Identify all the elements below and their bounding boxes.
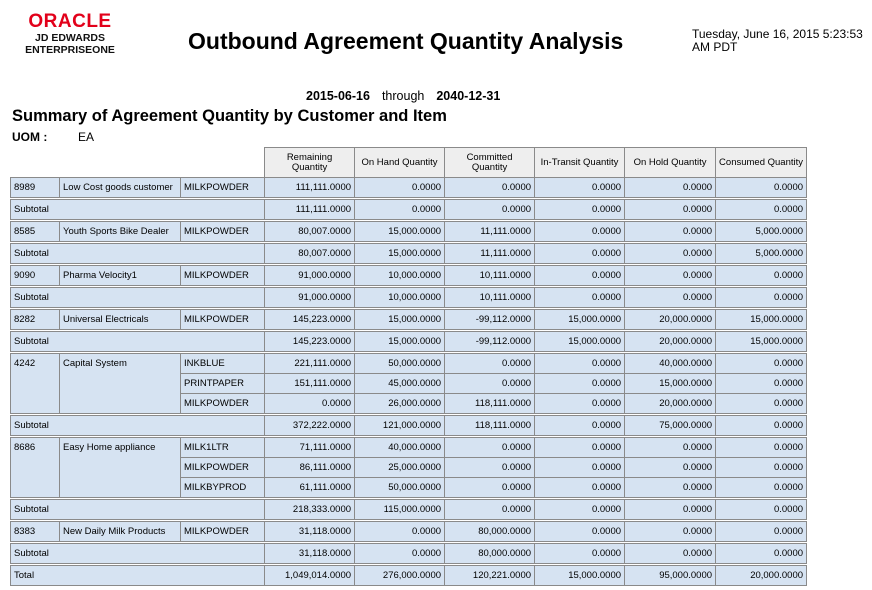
- customer-name: Capital System: [60, 354, 181, 414]
- jde-logo: [20, 12, 120, 56]
- subtotal-cell: 118,111.0000: [445, 416, 535, 436]
- subtotal-row: [11, 544, 807, 564]
- subtotal-cell: 91,000.0000: [265, 288, 355, 308]
- quantity-cell: 50,000.0000: [355, 478, 445, 498]
- item-number: MILKPOWDER: [181, 222, 265, 242]
- item-number: INKBLUE: [181, 354, 265, 374]
- quantity-cell: 25,000.0000: [355, 458, 445, 478]
- quantity-cell: 0.0000: [535, 374, 625, 394]
- subtotal-cell: 218,333.0000: [265, 500, 355, 520]
- agreement-quantity-table: [10, 147, 807, 586]
- item-number: MILKPOWDER: [181, 394, 265, 414]
- subtotal-cell: 80,000.0000: [445, 544, 535, 564]
- section-subtitle: Summary of Agreement Quantity by Customer and Item: [12, 107, 447, 125]
- quantity-cell: 0.0000: [445, 178, 535, 198]
- quantity-cell: 71,111.0000: [265, 438, 355, 458]
- quantity-cell: 0.0000: [716, 266, 807, 286]
- quantity-cell: 111,111.0000: [265, 178, 355, 198]
- subtotal-label: Subtotal: [11, 544, 265, 564]
- quantity-cell: 0.0000: [625, 438, 716, 458]
- table-row: [11, 222, 807, 242]
- subtotal-cell: 145,223.0000: [265, 332, 355, 352]
- item-number: PRINTPAPER: [181, 374, 265, 394]
- customer-number: 8686: [11, 438, 60, 498]
- quantity-cell: 0.0000: [625, 478, 716, 498]
- quantity-cell: 0.0000: [445, 478, 535, 498]
- quantity-cell: 5,000.0000: [716, 222, 807, 242]
- quantity-cell: 0.0000: [535, 266, 625, 286]
- logo-line-2: ENTERPRISEONE: [25, 44, 115, 56]
- subtotal-cell: 0.0000: [535, 416, 625, 436]
- table-row: [11, 178, 807, 198]
- subtotal-cell: 0.0000: [535, 500, 625, 520]
- subtotal-label: Subtotal: [11, 332, 265, 352]
- subtotal-cell: 0.0000: [535, 244, 625, 264]
- customer-number: 8585: [11, 222, 60, 242]
- quantity-cell: 15,000.0000: [355, 310, 445, 330]
- customer-number: 8282: [11, 310, 60, 330]
- customer-name: Universal Electricals: [60, 310, 181, 330]
- item-number: MILKPOWDER: [181, 266, 265, 286]
- quantity-cell: 0.0000: [355, 522, 445, 542]
- customer-name: New Daily Milk Products: [60, 522, 181, 542]
- subtotal-cell: 115,000.0000: [355, 500, 445, 520]
- total-cell: 15,000.0000: [535, 566, 625, 586]
- customer-name: Easy Home appliance: [60, 438, 181, 498]
- subtotal-cell: 0.0000: [535, 544, 625, 564]
- quantity-cell: 40,000.0000: [625, 354, 716, 374]
- table-row: [11, 438, 807, 458]
- quantity-cell: 91,000.0000: [265, 266, 355, 286]
- column-header: Consumed Quantity: [716, 148, 807, 178]
- subtotal-label: Subtotal: [11, 200, 265, 220]
- quantity-cell: 0.0000: [625, 266, 716, 286]
- quantity-cell: 80,000.0000: [445, 522, 535, 542]
- quantity-cell: 15,000.0000: [535, 310, 625, 330]
- item-number: MILKBYPROD: [181, 478, 265, 498]
- quantity-cell: 0.0000: [625, 178, 716, 198]
- subtotal-cell: 10,111.0000: [445, 288, 535, 308]
- subtotal-cell: 0.0000: [445, 500, 535, 520]
- quantity-cell: 0.0000: [625, 458, 716, 478]
- quantity-cell: 118,111.0000: [445, 394, 535, 414]
- subtotal-row: [11, 332, 807, 352]
- quantity-cell: 0.0000: [445, 438, 535, 458]
- total-label: Total: [11, 566, 265, 586]
- quantity-cell: 0.0000: [535, 478, 625, 498]
- subtotal-label: Subtotal: [11, 416, 265, 436]
- item-number: MILKPOWDER: [181, 458, 265, 478]
- quantity-cell: 15,000.0000: [625, 374, 716, 394]
- quantity-cell: 15,000.0000: [716, 310, 807, 330]
- subtotal-cell: 15,000.0000: [355, 244, 445, 264]
- quantity-cell: 0.0000: [716, 178, 807, 198]
- quantity-cell: 0.0000: [625, 522, 716, 542]
- total-cell: 1,049,014.0000: [265, 566, 355, 586]
- subtotal-cell: 0.0000: [625, 544, 716, 564]
- column-header: In-Transit Quantity: [535, 148, 625, 178]
- quantity-cell: 0.0000: [716, 354, 807, 374]
- subtotal-cell: 0.0000: [716, 544, 807, 564]
- quantity-cell: 0.0000: [445, 354, 535, 374]
- item-number: MILK1LTR: [181, 438, 265, 458]
- table-body: [11, 178, 807, 586]
- quantity-cell: 145,223.0000: [265, 310, 355, 330]
- subtotal-cell: 20,000.0000: [625, 332, 716, 352]
- subtotal-cell: 111,111.0000: [265, 200, 355, 220]
- customer-number: 8989: [11, 178, 60, 198]
- quantity-cell: 20,000.0000: [625, 310, 716, 330]
- quantity-cell: 0.0000: [535, 222, 625, 242]
- quantity-cell: 0.0000: [355, 178, 445, 198]
- quantity-cell: 20,000.0000: [625, 394, 716, 414]
- quantity-cell: 40,000.0000: [355, 438, 445, 458]
- quantity-cell: 0.0000: [716, 458, 807, 478]
- subtotal-cell: 10,000.0000: [355, 288, 445, 308]
- subtotal-cell: 75,000.0000: [625, 416, 716, 436]
- quantity-cell: 0.0000: [716, 522, 807, 542]
- quantity-cell: 0.0000: [535, 354, 625, 374]
- quantity-cell: 0.0000: [445, 458, 535, 478]
- table-row: [11, 310, 807, 330]
- table-row: [11, 522, 807, 542]
- total-cell: 276,000.0000: [355, 566, 445, 586]
- logo-line-1: JD EDWARDS: [34, 32, 105, 44]
- quantity-cell: 0.0000: [535, 438, 625, 458]
- table-row: [11, 266, 807, 286]
- subtotal-cell: 0.0000: [625, 244, 716, 264]
- item-number: MILKPOWDER: [181, 522, 265, 542]
- customer-number: 8383: [11, 522, 60, 542]
- uom-value: EA: [78, 130, 95, 144]
- subtotal-row: [11, 200, 807, 220]
- subtotal-cell: 0.0000: [625, 288, 716, 308]
- subtotal-cell: 0.0000: [716, 500, 807, 520]
- customer-name: Youth Sports Bike Dealer: [60, 222, 181, 242]
- subtotal-cell: 0.0000: [535, 200, 625, 220]
- item-number: MILKPOWDER: [181, 310, 265, 330]
- subtotal-row: [11, 500, 807, 520]
- subtotal-label: Subtotal: [11, 500, 265, 520]
- subtotal-cell: 0.0000: [355, 200, 445, 220]
- uom-row: [12, 130, 94, 144]
- quantity-cell: 221,111.0000: [265, 354, 355, 374]
- subtotal-row: [11, 288, 807, 308]
- quantity-cell: 10,000.0000: [355, 266, 445, 286]
- subtotal-cell: 11,111.0000: [445, 244, 535, 264]
- quantity-cell: 61,111.0000: [265, 478, 355, 498]
- column-header: On Hand Quantity: [355, 148, 445, 178]
- subtotal-cell: 0.0000: [445, 200, 535, 220]
- subtotal-label: Subtotal: [11, 244, 265, 264]
- quantity-cell: 0.0000: [716, 438, 807, 458]
- subtotal-cell: -99,112.0000: [445, 332, 535, 352]
- item-number: MILKPOWDER: [181, 178, 265, 198]
- header-blank: [11, 148, 265, 178]
- report-timestamp: Tuesday, June 16, 2015 5:23:53 AM PDT: [692, 27, 863, 54]
- table-header-row: [11, 148, 807, 178]
- subtotal-cell: 0.0000: [355, 544, 445, 564]
- subtotal-row: [11, 244, 807, 264]
- customer-name: Low Cost goods customer: [60, 178, 181, 198]
- total-row: [11, 566, 807, 586]
- quantity-cell: 11,111.0000: [445, 222, 535, 242]
- subtotal-cell: 0.0000: [535, 288, 625, 308]
- subtotal-label: Subtotal: [11, 288, 265, 308]
- quantity-cell: 0.0000: [716, 478, 807, 498]
- subtotal-cell: 15,000.0000: [535, 332, 625, 352]
- column-header: Remaining Quantity: [265, 148, 355, 178]
- quantity-cell: 151,111.0000: [265, 374, 355, 394]
- quantity-cell: 31,118.0000: [265, 522, 355, 542]
- customer-number: 4242: [11, 354, 60, 414]
- quantity-cell: 0.0000: [535, 458, 625, 478]
- quantity-cell: 0.0000: [445, 374, 535, 394]
- quantity-cell: 86,111.0000: [265, 458, 355, 478]
- quantity-cell: 80,007.0000: [265, 222, 355, 242]
- date-from: 2015-06-16: [306, 89, 370, 103]
- table-row: [11, 354, 807, 374]
- quantity-cell: 45,000.0000: [355, 374, 445, 394]
- quantity-cell: 0.0000: [716, 394, 807, 414]
- quantity-cell: 15,000.0000: [355, 222, 445, 242]
- total-cell: 120,221.0000: [445, 566, 535, 586]
- quantity-cell: 26,000.0000: [355, 394, 445, 414]
- subtotal-cell: 121,000.0000: [355, 416, 445, 436]
- quantity-cell: 0.0000: [535, 394, 625, 414]
- column-header: Committed Quantity: [445, 148, 535, 178]
- oracle-logo-text: ORACLE: [28, 11, 112, 32]
- subtotal-cell: 0.0000: [716, 200, 807, 220]
- subtotal-row: [11, 416, 807, 436]
- uom-label: UOM :: [12, 130, 48, 144]
- subtotal-cell: 0.0000: [716, 288, 807, 308]
- date-range: [306, 89, 500, 103]
- customer-number: 9090: [11, 266, 60, 286]
- subtotal-cell: 0.0000: [625, 500, 716, 520]
- report-title: Outbound Agreement Quantity Analysis: [188, 28, 624, 54]
- date-to: 2040-12-31: [436, 89, 501, 103]
- column-header: On Hold Quantity: [625, 148, 716, 178]
- subtotal-cell: 372,222.0000: [265, 416, 355, 436]
- quantity-cell: 0.0000: [265, 394, 355, 414]
- subtotal-cell: 15,000.0000: [716, 332, 807, 352]
- quantity-cell: 0.0000: [535, 178, 625, 198]
- through-label: through: [381, 89, 425, 103]
- quantity-cell: 10,111.0000: [445, 266, 535, 286]
- quantity-cell: 50,000.0000: [355, 354, 445, 374]
- quantity-cell: 0.0000: [535, 522, 625, 542]
- subtotal-cell: 0.0000: [625, 200, 716, 220]
- total-cell: 20,000.0000: [716, 566, 807, 586]
- subtotal-cell: 31,118.0000: [265, 544, 355, 564]
- total-cell: 95,000.0000: [625, 566, 716, 586]
- customer-name: Pharma Velocity1: [60, 266, 181, 286]
- subtotal-cell: 15,000.0000: [355, 332, 445, 352]
- subtotal-cell: 80,007.0000: [265, 244, 355, 264]
- quantity-cell: 0.0000: [625, 222, 716, 242]
- subtotal-cell: 0.0000: [716, 416, 807, 436]
- quantity-cell: -99,112.0000: [445, 310, 535, 330]
- subtotal-cell: 5,000.0000: [716, 244, 807, 264]
- quantity-cell: 0.0000: [716, 374, 807, 394]
